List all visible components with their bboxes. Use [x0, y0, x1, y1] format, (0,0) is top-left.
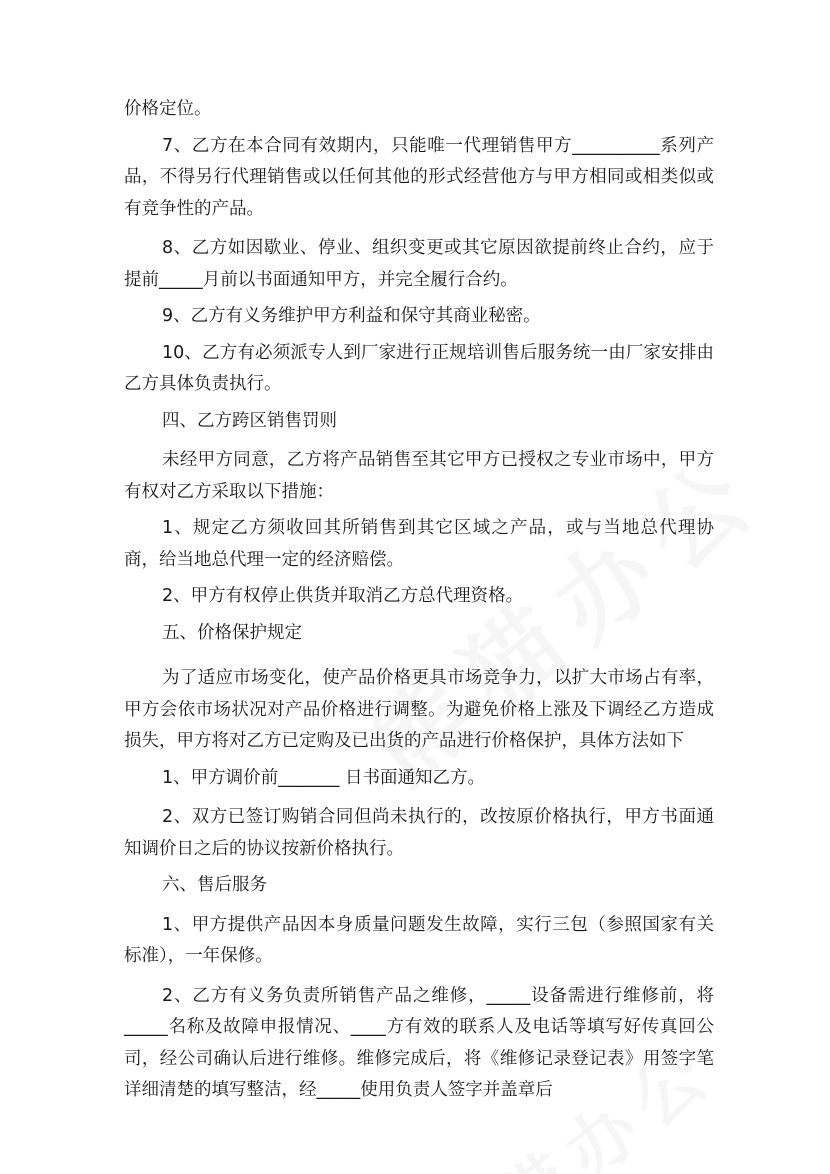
paragraph-clause-9: 9、乙方有义务维护甲方利益和保守其商业秘密。: [162, 306, 541, 326]
section-heading-5: 五、价格保护规定: [162, 622, 302, 643]
document-body: [124, 94, 714, 1107]
section-heading-6: 六、售后服务: [162, 875, 267, 895]
paragraph-section-4-intro: 未经甲方同意，乙方将产品销售至其它甲方已授权之专业市场中，甲方有权对乙方采取以下措施：: [124, 450, 714, 502]
paragraph-section-6-item-2: 2、乙方有义务负责所销售产品之维修，_____设备需进行维修前，将_____名称及故障申报情况、____方有效的联系人及电话等填写好传真回公司，经公司确认后进行维修。维修完成后，将《维修记录登记表》用签字笔详细清楚的填写整洁，经_____使用负责人签字并盖章后: [124, 985, 714, 1100]
paragraph-section-5-item-2: 2、双方已签订购销合同但尚未执行的，改按原价格执行，甲方书面通知调价日之后的协议按新价格执行。: [124, 807, 714, 859]
paragraph-section-5-item-1: 1、甲方调价前_______ 日书面通知乙方。: [162, 767, 485, 788]
paragraph-section-4-item-2: 2、甲方有权停止供货并取消乙方总代理资格。: [162, 586, 524, 606]
paragraph-section-6-item-1: 1、甲方提供产品因本身质量问题发生故障，实行三包（参照国家有关标准），一年保修。: [124, 914, 714, 966]
paragraph-section-4-item-1: 1、规定乙方须收回其所销售到其它区域之产品，或与当地总代理协商，给当地总代理一定的经济赔偿。: [124, 518, 714, 570]
paragraph-clause-7: 7、乙方在本合同有效期内，只能唯一代理销售甲方__________系列产品，不得另行代理销售或以任何其他的形式经营他方与甲方相同或相类似或有竞争性的产品。: [124, 135, 714, 219]
paragraph-clause-8: 8、乙方如因歇业、停业、组织变更或其它原因欲提前终止合约，应于提前_____月前以书面通知甲方，并完全履行合约。: [124, 238, 714, 290]
paragraph-section-5-intro: 为了适应市场变化，使产品价格更具市场竞争力，以扩大市场占有率，甲方会依市场状况对产品价格进行调整。为避免价格上涨及下调经乙方造成损失，甲方将对乙方已定购及已出货的产品进行价格保护，具体方法如下: [124, 668, 714, 751]
paragraph-clause-10: 10、乙方有必须派专人到厂家进行正规培训售后服务统一由厂家安排由乙方具体负责执行。: [124, 342, 714, 394]
paragraph-price-positioning-end: 价格定位。: [124, 99, 212, 119]
section-heading-4: 四、乙方跨区销售罚则: [162, 410, 337, 431]
